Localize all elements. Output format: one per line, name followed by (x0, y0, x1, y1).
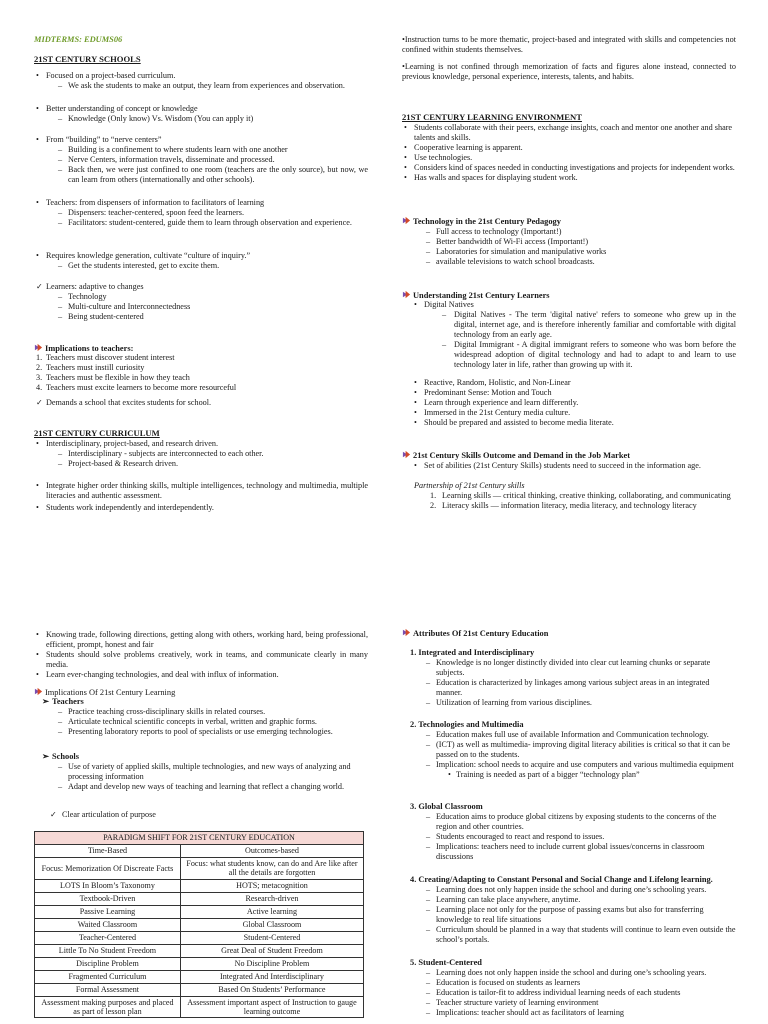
table-cell: LOTS In Bloom’s Taxonomy (35, 879, 181, 892)
table-row (35, 858, 364, 880)
table-cell: Based On Students’ Performance (180, 983, 363, 996)
list-item: 1. Learning skills — critical thinking, creative thinking, collaborating, and communicating (430, 491, 731, 500)
list-item: ✓ Clear articulation of purpose (50, 810, 156, 819)
schools-block-5 (34, 251, 368, 271)
list-item: • Knowing trade, following directions, getting along with others, working hard, being professional, efficient, prompt, honest and fair (36, 630, 368, 649)
table-row (35, 983, 364, 996)
schools-subheading: ➢ Schools (42, 752, 79, 761)
section-title-learners: Understanding 21st Century Learners (402, 290, 736, 301)
list-item: – Interdisciplinary - subjects are interconnected to each other. (58, 449, 264, 458)
list-item: – Learning can take place anywhere, anytime. (426, 895, 581, 905)
list-item: • Reactive, Random, Holistic, and Non-Linear (414, 378, 571, 387)
list-item: – Digital Immigrant - A digital immigrant refers to someone who was born before the widespread adoption of digital technology and had to adapt to and learn to use technology later in life, rather than growing up with it. (442, 340, 736, 369)
list-item: • Students should solve problems creatively, work in teams, and communicate clearly in many media. (36, 650, 368, 669)
list-item: – Learning place not only for the purpose of passing exams but also for transferring knowledge to real life situations (426, 905, 704, 925)
list-item: – Use of variety of applied skills, multiple technologies, and new ways of analyzing and processing information (58, 762, 351, 782)
list-item: • Better understanding of concept or knowledge (36, 104, 198, 113)
list-item: – Adapt and develop new ways of teaching and learning that reflect a changing world. (58, 782, 345, 792)
arrow-bullet-icon (34, 343, 43, 352)
list-item: • Integrate higher order thinking skills, multiple intelligences, technology and multimedia, multiple literacies and authentic assessment. (36, 481, 368, 500)
attribute-2 (402, 720, 736, 780)
list-item: • Training is needed as part of a bigger “technology plan” (448, 770, 640, 780)
list-item: – (ICT) as well as multimedia- improving digital literacy abilities is critical so that it can be passed on to the students. (426, 740, 730, 760)
table-cell: Great Deal of Student Freedom (180, 944, 363, 957)
list-item: – We ask the students to make an output, they learn from experiences and observation. (58, 81, 345, 90)
list-item: • Learn ever-changing technologies, and deal with influx of information. (36, 670, 279, 679)
curriculum-block-2 (34, 481, 368, 501)
table-row (35, 996, 364, 1018)
table-row (35, 892, 364, 905)
section-title-attributes: Attributes Of 21st Century Education (402, 628, 736, 639)
list-item: – Full access to technology (Important!) (426, 227, 562, 236)
list-item: • Predominant Sense: Motion and Touch (414, 388, 552, 397)
section-title-curriculum: 21ST CENTURY CURRICULUM (34, 428, 160, 438)
table-cell: Fragmented Curriculum (35, 970, 181, 983)
table-title: PARADIGM SHIFT FOR 21ST CENTURY EDUCATION (35, 832, 364, 845)
table-cell: Formal Assessment (35, 983, 181, 996)
list-item: – Education is focused on students as learners (426, 978, 581, 988)
list-item: • Cooperative learning is apparent. (404, 143, 523, 152)
table-cell: HOTS; metacognition (180, 879, 363, 892)
paradigm-table (34, 831, 364, 1018)
table-cell: Integrated And Interdisciplinary (180, 970, 363, 983)
list-item: – Building is a confinement to where students learn with one another (58, 145, 288, 154)
list-item: • Should be prepared and assisted to become media literate. (414, 418, 614, 427)
arrow-bullet-icon (34, 687, 43, 696)
list-item: – Presenting laboratory reports to pool of specialists or use emerging technologies. (58, 727, 333, 737)
arrow-bullet-icon (402, 450, 411, 459)
table-cell: Waited Classroom (35, 918, 181, 931)
attribute-4 (402, 875, 736, 945)
schools-block (34, 71, 368, 91)
list-item: – Education is tailor-fit to address individual learning needs of each students (426, 988, 681, 998)
list-item: 1. Teachers must discover student interest (36, 353, 175, 362)
list-item: • Requires knowledge generation, cultivate “culture of inquiry.” (36, 251, 251, 260)
list-item: •Instruction turns to be more thematic, project-based and integrated with skills and competencies not confined within students themselves. (402, 35, 736, 54)
table-cell: No Discipline Problem (180, 957, 363, 970)
list-item: – Project-based & Research driven. (58, 459, 179, 468)
list-item: – Education is characterized by linkages among various subject areas in an integrated manner. (426, 678, 710, 698)
attribute-heading: 5. Student-Centered (410, 958, 482, 967)
attribute-heading: 1. Integrated and Interdisciplinary (410, 648, 535, 657)
list-item: 3. Teachers must be flexible in how they teach (36, 373, 190, 382)
page-1 (0, 0, 768, 510)
list-item: • Learn through experience and learn differently. (414, 398, 579, 407)
table-cell: Outcomes-based (180, 845, 363, 858)
section-title-implications-learning: Implications Of 21st Century Learning (34, 687, 368, 698)
list-item: – Laboratories for simulation and manipulative works (426, 247, 607, 256)
implications-check-block (34, 810, 368, 820)
list-item: – Implications: teachers need to include current global issues/concerns in classroom discussions (426, 842, 705, 862)
list-item: • Considers kind of spaces needed in conducting investigations and projects for independent works. (404, 163, 735, 172)
page-header: MIDTERMS: EDUMS06 (34, 35, 123, 44)
list-item: – Get the students interested, get to excite them. (58, 261, 220, 270)
skills-block (402, 461, 736, 471)
section-title-technology: Technology in the 21st Century Pedagogy (402, 216, 736, 227)
section-title-environment: 21ST CENTURY LEARNING ENVIRONMENT (402, 112, 582, 122)
list-item: – Implications: teacher should act as facilitators of learning (426, 1008, 625, 1018)
schools-block-3 (34, 135, 368, 185)
list-item: 4. Teachers must excite learners to become more resourceful (36, 383, 237, 392)
list-item: – Education aims to produce global citizens by exposing students to the concerns of the region and other countries. (426, 812, 717, 832)
table-row (35, 957, 364, 970)
implications-teachers-list (34, 353, 368, 393)
list-item: • Students collaborate with their peers, exchange insights, coach and mentor one another and share talents and skills. (404, 123, 733, 142)
table-cell: Discipline Problem (35, 957, 181, 970)
attribute-5 (402, 958, 736, 1018)
table-cell: Research-driven (180, 892, 363, 905)
partnership-label: Partnership of 21st Century skills (414, 481, 525, 490)
list-item: • Immersed in the 21st Century media culture. (414, 408, 571, 417)
right-top-block-2 (402, 62, 736, 82)
list-item: – Dispensers: teacher-centered, spoon feed the learners. (58, 208, 245, 217)
list-item: • Digital Natives (414, 300, 474, 309)
schools-block-2 (34, 104, 368, 124)
list-item: – Utilization of learning from various disciplines. (426, 698, 592, 708)
table-cell: Focus: Memorization Of Discreate Facts (35, 858, 181, 880)
table-cell: Time-Based (35, 845, 181, 858)
list-item: – Articulate technical scientific concepts in verbal, written and graphic forms. (58, 717, 317, 727)
section-title-implications-teachers: Implications to teachers: (34, 343, 368, 354)
attribute-1 (402, 648, 736, 708)
list-item: • Teachers: from dispensers of information to facilitators of learning (36, 198, 265, 207)
list-item: – Better bandwidth of Wi-Fi access (Important!) (426, 237, 589, 246)
list-item: – available televisions to watch school broadcasts. (426, 257, 595, 266)
attribute-3 (402, 802, 736, 862)
list-item: • Interdisciplinary, project-based, and research driven. (36, 439, 219, 448)
list-item: ✓ Demands a school that excites students for school. (36, 398, 212, 407)
list-item: – Technology (58, 292, 107, 301)
list-item: • Students work independently and interdependently. (36, 503, 214, 512)
table-cell: Active learning (180, 905, 363, 918)
list-item: – Nerve Centers, information travels, disseminate and processed. (58, 155, 275, 164)
schools-block-4 (34, 198, 368, 228)
list-item: – Education makes full use of available Information and Communication technology. (426, 730, 709, 740)
list-item: – Facilitators: student-centered, guide them to learn through observation and experience. (58, 218, 352, 227)
table-cell: Assessment important aspect of Instruction to gauge learning outcome (180, 996, 363, 1018)
table-cell: Passive Learning (35, 905, 181, 918)
list-item: – Multi-culture and Interconnectedness (58, 302, 191, 311)
curriculum-block-1 (34, 439, 368, 469)
table-cell: Global Classroom (180, 918, 363, 931)
table-cell: Student-Centered (180, 931, 363, 944)
table-cell: Focus: what students know, can do and Are like after all the details are forgotten (180, 858, 363, 880)
list-item: – Digital Natives - The term 'digital native' refers to someone who grew up in the digital, internet age, and is therefore inherently familiar and comfortable with digital technology from an early age. (442, 310, 736, 339)
page-2 (0, 512, 768, 1022)
table-cell: Teacher-Centered (35, 931, 181, 944)
list-item: •Learning is not confined through memorization of facts and figures alone instead, connected to previous knowledge, personal experience, interests, talents, and habits. (402, 62, 736, 81)
list-item: – Curriculum should be planned in a way that students will continue to learn even outside the school’s portals. (426, 925, 736, 945)
table-row (35, 845, 364, 858)
list-item: – Implication: school needs to acquire and use computers and various multimedia equipment (426, 760, 734, 770)
table-row (35, 832, 364, 845)
list-item: – Being student-centered (58, 312, 144, 321)
list-item: • Use technologies. (404, 153, 473, 162)
table-cell: Textbook-Driven (35, 892, 181, 905)
list-item: • From “building” to “nerve centers” (36, 135, 162, 144)
table-row (35, 879, 364, 892)
technology-list (402, 227, 736, 267)
section-title-schools: 21ST CENTURY SCHOOLS (34, 54, 141, 64)
list-item: • Focused on a project-based curriculum. (36, 71, 176, 80)
arrow-bullet-icon (402, 290, 411, 299)
list-item: – Learning does not only happen inside the school and during one’s schooling years. (426, 885, 707, 895)
list-item: ✓ Learners: adaptive to changes (36, 282, 144, 291)
list-item: – Knowledge is no longer distinctly divided into clear cut learning chunks or separate subjects. (426, 658, 711, 678)
attribute-heading: 4. Creating/Adapting to Constant Personal and Social Change and Lifelong learning. (410, 875, 713, 884)
table-row (35, 944, 364, 957)
section-title-skills: 21st Century Skills Outcome and Demand in the Job Market (402, 450, 736, 461)
attribute-heading: 2. Technologies and Multimedia (410, 720, 524, 729)
p2-top-list (34, 630, 368, 680)
right-top-block (402, 35, 736, 55)
list-item: – Practice teaching cross-disciplinary skills in related courses. (58, 707, 266, 717)
schools-block-6 (34, 282, 368, 322)
attribute-heading: 3. Global Classroom (410, 802, 483, 811)
implications-schools-block (34, 752, 368, 792)
table-cell: Little To No Student Freedom (35, 944, 181, 957)
arrow-bullet-icon (402, 216, 411, 225)
implications-teachers-block (34, 697, 368, 737)
list-item: – Learning does not only happen inside the school and during one’s schooling years. (426, 968, 707, 978)
arrow-bullet-icon (402, 628, 411, 637)
table-row (35, 970, 364, 983)
table-row (35, 918, 364, 931)
environment-list (402, 123, 736, 183)
list-item: – Teacher structure variety of learning environment (426, 998, 599, 1008)
learners-list (402, 378, 736, 428)
list-item: – Knowledge (Only know) Vs. Wisdom (You can apply it) (58, 114, 254, 123)
list-item: – Students encouraged to react and respond to issues. (426, 832, 605, 842)
list-item: – Back then, we were just confined to one room (teachers are the only source), but now, we can learn from others (internationally and other schools). (58, 165, 368, 184)
table-row (35, 931, 364, 944)
implications-check (34, 398, 368, 408)
list-item: 2. Teachers must instill curiosity (36, 363, 145, 372)
list-item: • Has walls and spaces for displaying student work. (404, 173, 578, 182)
learners-block (402, 300, 736, 370)
teachers-subheading: ➢ Teachers (42, 697, 84, 706)
table-row (35, 905, 364, 918)
list-item: 2. Literacy skills — information literacy, media literacy, and technology literacy (430, 501, 697, 510)
list-item: • Set of abilities (21st Century Skills) students need to succeed in the information age. (414, 461, 701, 470)
table-cell: Assessment making purposes and placed as part of lesson plan (35, 996, 181, 1018)
